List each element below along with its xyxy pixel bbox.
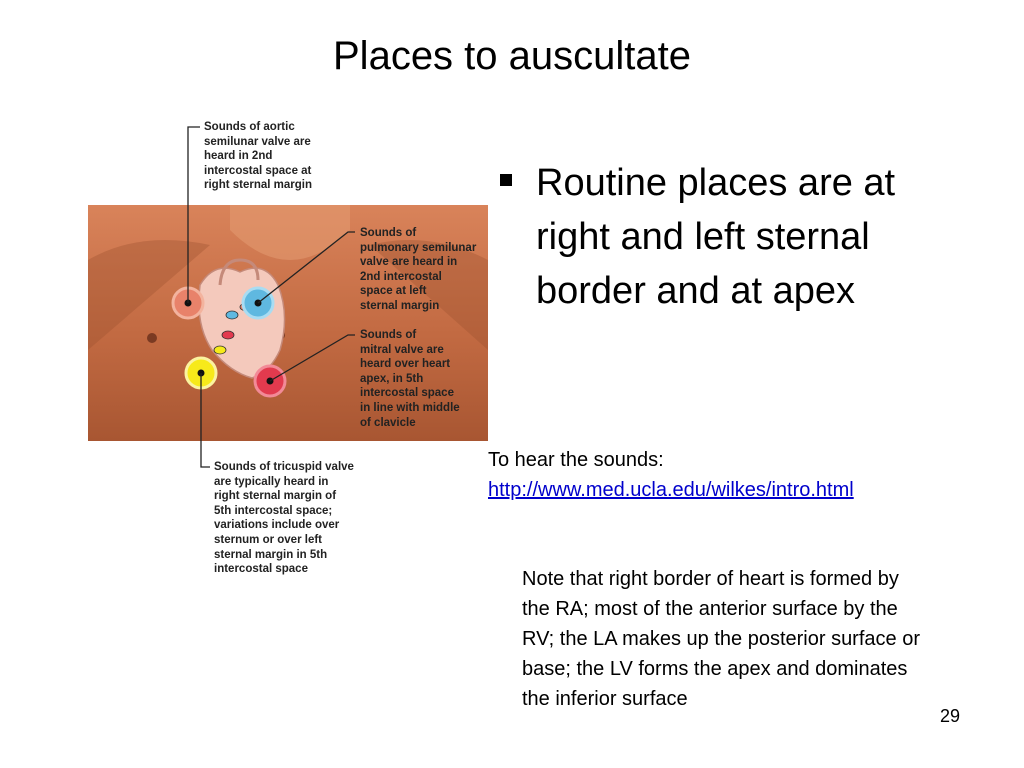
valve-aortic-mark (226, 311, 238, 319)
mitral-callout: Sounds of mitral valve are heard over heart apex, in 5th intercostal space in line with middle of clavicle (360, 329, 460, 429)
aortic-callout: Sounds of aortic semilunar valve are heard in 2nd intercostal space at right sternal margin (204, 121, 312, 192)
sounds-label: To hear the sounds: (488, 449, 664, 471)
tricuspid-callout: Sounds of tricuspid valve are typically heard in right sternal margin of 5th intercostal space; variations include over sternum or over left sternal margin in 5th intercostal space (214, 461, 354, 576)
valve-tricuspid-mark (214, 346, 226, 354)
auscultation-figure (80, 110, 500, 590)
sounds-reference (488, 445, 854, 505)
bullet-text: Routine places are at right and left sternal border and at apex (536, 162, 896, 312)
anatomy-note: Note that right border of heart is formed by the RA; most of the anterior surface by the RV; the LA makes up the posterior surface or base; the LV forms the apex and dominates the inferior surface (522, 568, 920, 710)
nipple-left (147, 333, 157, 343)
pulmonary-callout: Sounds of pulmonary semilunar valve are heard in 2nd intercostal space at left sternal margin (360, 227, 477, 312)
slide-title: Places to auscultate (333, 34, 691, 78)
valve-mitral-mark (222, 331, 234, 339)
page-number: 29 (940, 706, 961, 726)
sounds-link[interactable]: http://www.med.ucla.edu/wilkes/intro.html (488, 479, 854, 501)
bullet-square-icon (500, 174, 512, 186)
